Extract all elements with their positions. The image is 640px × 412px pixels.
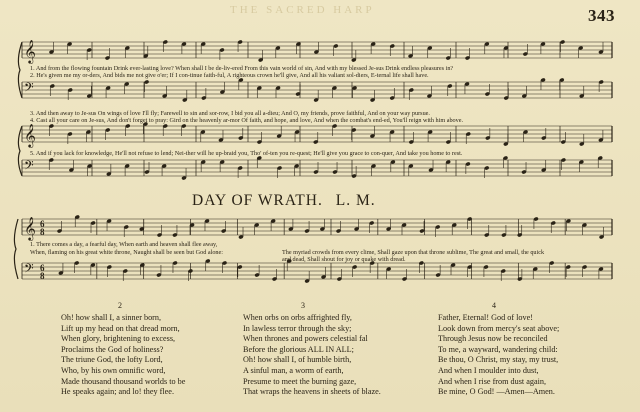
tune-lyric-line-3: The myriad crowds from every clime, Shall gaze upon that throne sublime, The great and small, the quick (282, 249, 545, 256)
verse-line: He speaks again; and lo! they flee. (61, 387, 174, 397)
top-lyric-line-4: 4. Cast all your care on Je-sus, And don't forget to pray: Gird on the heavenly ar-mor Of faith, and hope, and love, And when the combat's end-ed, You'll reign with him above. (30, 117, 464, 124)
tune-lyric-line-4: and dead, Shall shout for joy or quake with dread. (282, 256, 406, 263)
wrath-staff-2-clef: 𝄢 (24, 261, 34, 279)
tune-meter: L. M. (335, 192, 376, 209)
verse-4-number: 4 (492, 301, 496, 310)
top-staff-4-clef: 𝄢 (24, 158, 34, 176)
verse-line: Father, Eternal! God of love! (438, 313, 533, 322)
top-lyric-line-3: 3. And then away to Je-sus On wings of love I'll fly; Farewell to sin and sor-row, I bid you all a-dieu; And O, my friends, prove faithful, And on your way pursue. (30, 110, 430, 117)
verse-line: And when I rise from dust again, (438, 376, 547, 386)
verse-line: Oh! how shall I, a sinner born, (61, 313, 162, 322)
wrath-staff-1-time-signature: 8 (40, 227, 45, 237)
verse-line: Look down from mercy's seat above; (438, 323, 560, 333)
verse-2-number: 2 (118, 301, 122, 310)
top-staff-2-clef: 𝄢 (24, 80, 34, 98)
verse-line: Oh! how shall I, of humble birth, (243, 355, 352, 365)
verse-3-number: 3 (301, 301, 305, 310)
verse-line: Be thou, O Christ, my stay, my trust, (438, 355, 559, 365)
tune-lyric-line-1: 1. There comes a day, a fearful day, When earth and heaven shall flee away, (30, 241, 218, 248)
verse-4 (438, 313, 559, 398)
verse-line: Before the glorious ALL IN ALL; (243, 344, 354, 354)
faded-running-header: THE SACRED HARP (230, 4, 375, 16)
verse-line: When glory, brightening to excess, (61, 334, 176, 344)
tune-lyric-line-2: When, flaming on his great white throne, Naught shall be seen but God alone: (30, 249, 223, 256)
wrath-system-brace (14, 219, 18, 279)
verse-line: The triune God, the lofty Lord, (61, 355, 163, 365)
verse-line: To me, a wayward, wandering child: (438, 344, 558, 354)
top-system-brace-2 (18, 126, 22, 176)
top-staff-1-clef: 𝄞 (24, 39, 36, 63)
top-lyric-line-1: 1. And from the flowing fountain Drink ever-lasting love? When shall I be de-liv-ered From this vain world of sin, And with my blessed Je-sus Drink endless pleasures in? (30, 65, 454, 72)
verse-line: When orbs on orbs affrighted fly, (243, 313, 352, 322)
verse-line: A sinful man, a worm of earth, (243, 365, 344, 375)
top-system-brace-1 (18, 42, 22, 98)
verse-3 (243, 313, 381, 398)
verse-line: When thrones and powers celestial fal (243, 334, 368, 344)
wrath-staff-2-time-signature: 6 (40, 263, 45, 273)
wrath-staff-1-clef: 𝄞 (24, 216, 36, 240)
top-lyric-line-2: 2. He's given me my or-ders, And bids me not give o'er; If I con-tinue faith-ful, A righteous crown he'll give, And all his valiant sol-diers, E-ternal life shall have. (30, 72, 429, 79)
verse-line: Made thousand thousand worlds to be (61, 376, 186, 386)
verse-line: Proclaims the God of holiness? (61, 344, 164, 354)
verse-line: Presume to meet the burning gaze, (243, 376, 357, 386)
tune-title (192, 192, 376, 210)
verse-line: And when I moulder into dust, (438, 365, 539, 375)
verse-line: Who, by his own omnific word, (61, 365, 166, 375)
verse-line: In lawless terror through the sky; (243, 323, 352, 333)
wrath-staff-1-time-signature: 6 (40, 219, 45, 229)
page-number: 343 (588, 6, 615, 25)
wrath-staff-2-time-signature: 8 (40, 271, 45, 281)
verse-line: That wraps the heavens in sheets of blaze. (243, 387, 381, 397)
verse-2 (61, 313, 185, 398)
verse-line: Through Jesus now be reconciled (438, 334, 548, 344)
verse-line: Lift up my head on that dread morn, (61, 323, 180, 333)
verse-line: Be mine, O God! —Amen—Amen. (438, 387, 555, 397)
top-staff-3-clef: 𝄞 (24, 123, 36, 147)
top-lyric-line-5: 5. And if you lack for knowledge, He'll not refuse to lend; Nei-ther will he up-braid you, Tho' of-ten you re-quest; He'll give you grace to con-quer, And take you home to rest. (30, 150, 463, 157)
tune-name: DAY OF WRATH. (192, 192, 323, 209)
